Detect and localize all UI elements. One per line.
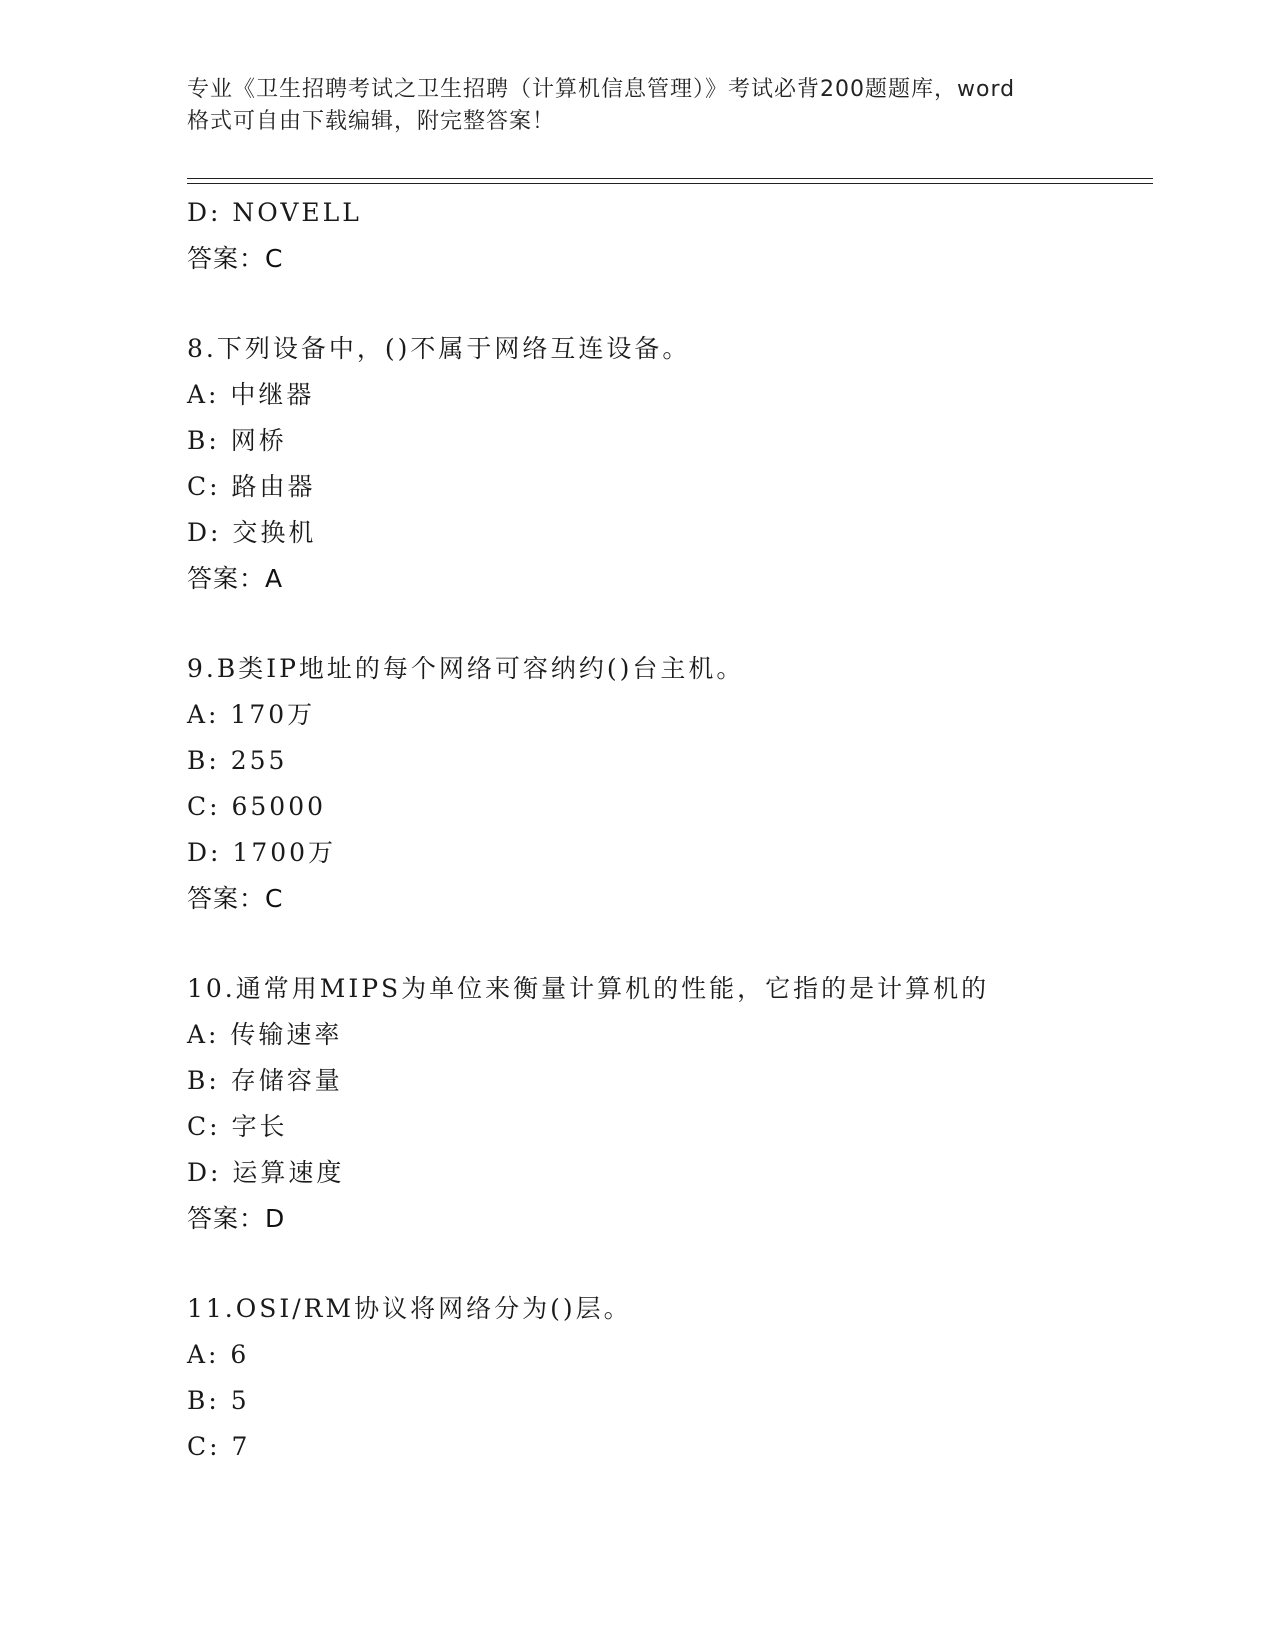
option-a: A: 传输速率 [187,1020,343,1049]
header-rule-bottom [187,183,1153,184]
option-d: D: 交换机 [187,518,317,547]
option-d: D: NOVELL [187,198,362,227]
option-a: A: 6 [187,1340,250,1369]
option-c: C: 7 [187,1432,251,1461]
option-c: C: 路由器 [187,472,316,501]
document-header [187,74,1087,138]
question-stem: 8.下列设备中，()不属于网络互连设备。 [187,334,691,363]
option-b: B: 255 [187,746,288,775]
previous-question-tail [187,190,1147,282]
option-c: C: 字长 [187,1112,288,1141]
question-11 [187,1286,1147,1470]
option-a: A: 中继器 [187,380,315,409]
question-9 [187,646,1147,922]
option-d: D: 运算速度 [187,1158,345,1187]
question-10 [187,966,1147,1242]
question-stem: 9.B类IP地址的每个网络可容纳约()台主机。 [187,654,745,683]
answer-line: 答案：A [187,564,284,593]
question-list [187,190,1147,1470]
option-c: C: 65000 [187,792,327,821]
answer-line: 答案：C [187,244,284,273]
header-rule-top [187,178,1153,179]
question-8 [187,326,1147,602]
question-stem: 10.通常用MIPS为单位来衡量计算机的性能，它指的是计算机的 [187,974,990,1003]
question-stem: 11.OSI/RM协议将网络分为()层。 [187,1294,632,1323]
option-b: B: 网桥 [187,426,287,455]
answer-line: 答案：D [187,1204,286,1233]
header-line-1: 专业《卫生招聘考试之卫生招聘（计算机信息管理）》考试必背200题题库，word [187,77,1016,102]
answer-line: 答案：C [187,884,284,913]
header-line-2: 格式可自由下载编辑，附完整答案！ [187,109,556,134]
option-a: A: 170万 [187,700,316,729]
option-d: D: 1700万 [187,838,337,867]
option-b: B: 5 [187,1386,250,1415]
option-b: B: 存储容量 [187,1066,343,1095]
